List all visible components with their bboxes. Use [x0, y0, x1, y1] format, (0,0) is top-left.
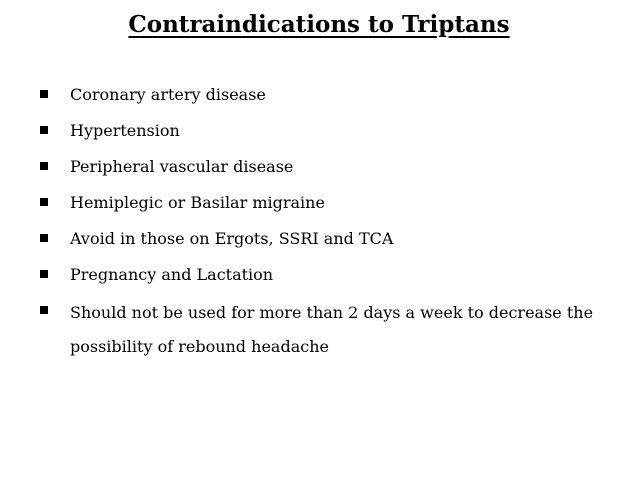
square-bullet-icon — [40, 198, 48, 206]
slide-title — [0, 9, 638, 41]
bullet-text: Hypertension — [70, 121, 180, 140]
square-bullet-icon — [40, 162, 48, 170]
bullet-text: Avoid in those on Ergots, SSRI and TCA — [70, 229, 394, 248]
bullet-item — [38, 188, 598, 218]
square-bullet-icon — [40, 234, 48, 242]
bullet-item — [38, 152, 598, 182]
square-bullet-icon — [40, 90, 48, 98]
bullet-text: Hemiplegic or Basilar migraine — [70, 193, 325, 212]
bullet-text: Pregnancy and Lactation — [70, 265, 274, 284]
bullet-text: Coronary artery disease — [70, 85, 266, 104]
slide-title-text: Contraindications to Triptans — [128, 11, 510, 38]
bullet-text: Peripheral vascular disease — [70, 157, 294, 176]
square-bullet-icon — [40, 126, 48, 134]
bullet-item — [38, 116, 598, 146]
bullet-list — [38, 80, 598, 370]
bullet-item — [38, 296, 598, 364]
bullet-item — [38, 224, 598, 254]
bullet-item — [38, 80, 598, 110]
bullet-item — [38, 260, 598, 290]
square-bullet-icon — [40, 270, 48, 278]
square-bullet-icon — [40, 306, 48, 314]
bullet-text: Should not be used for more than 2 days a week to decrease the possibility of rebound headache — [70, 303, 594, 356]
